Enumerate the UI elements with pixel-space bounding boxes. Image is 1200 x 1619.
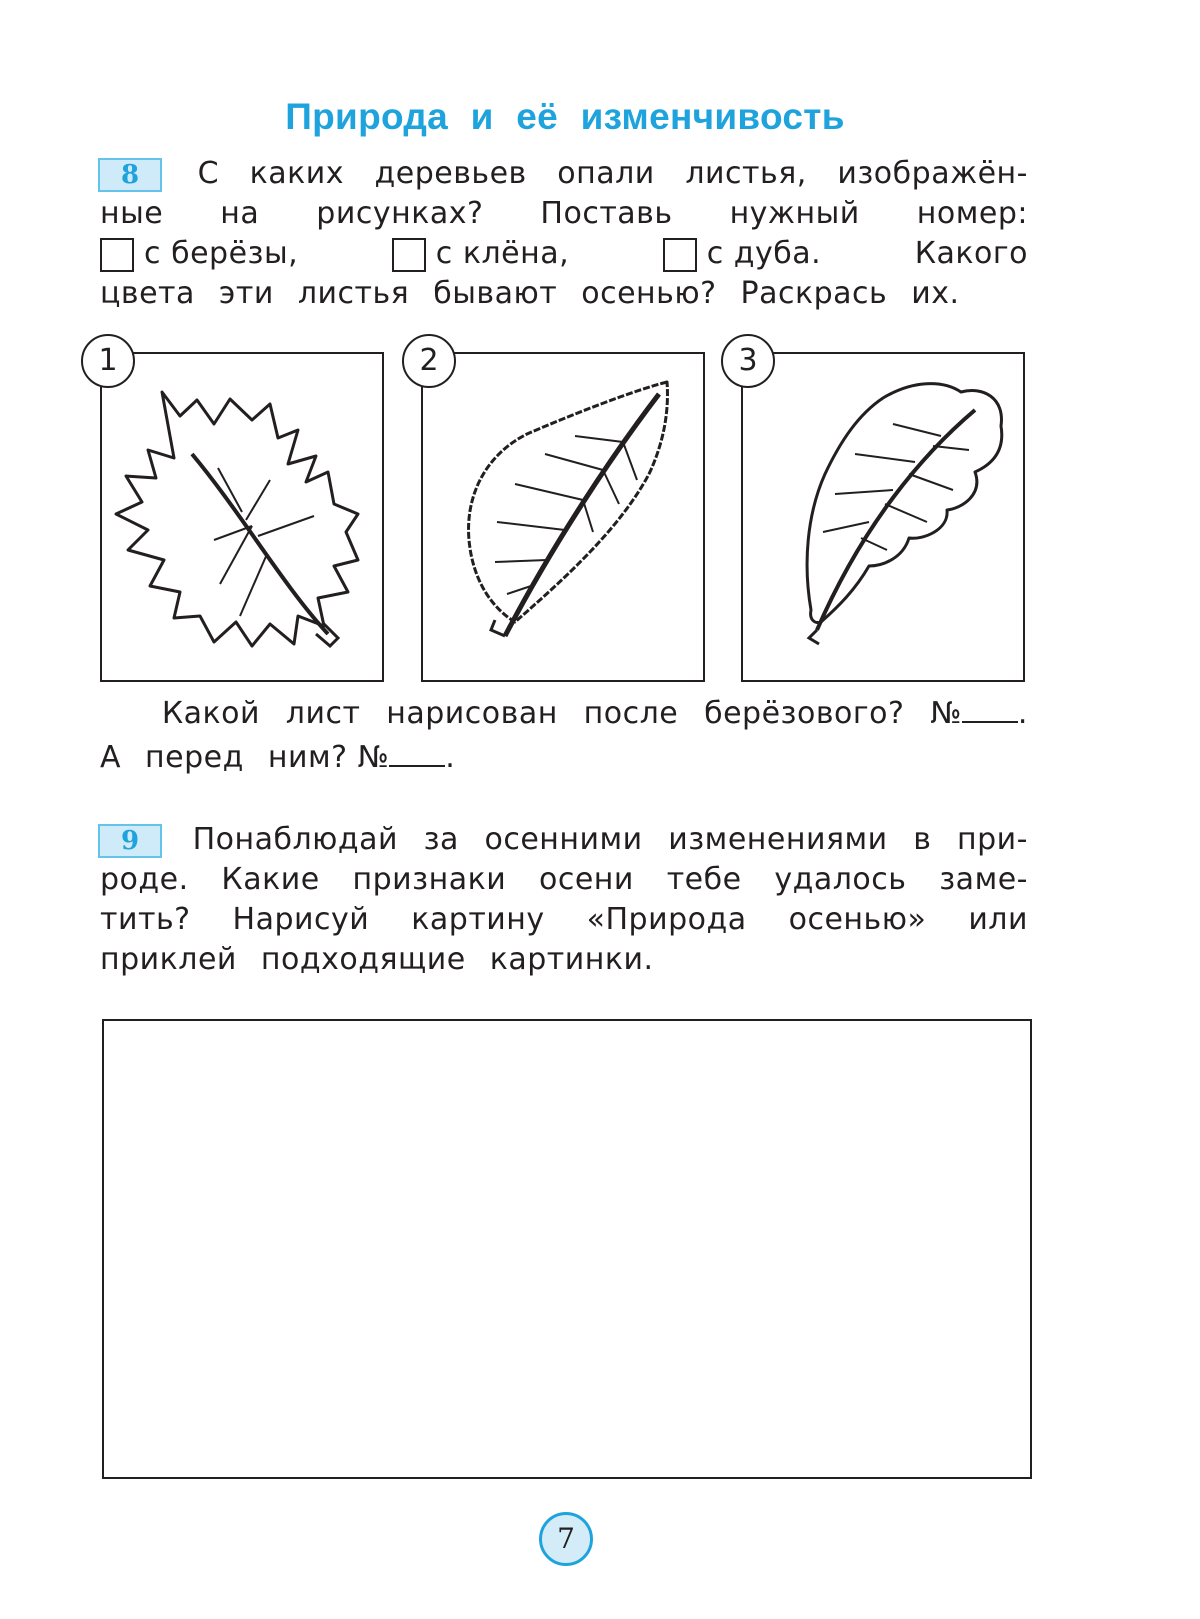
picture-3-frame [741, 352, 1025, 682]
birch-leaf-icon [423, 354, 703, 680]
page-title: Природа и её изменчивость [285, 96, 845, 137]
oak-label: с дуба. [706, 236, 822, 271]
drawing-area[interactable] [102, 1019, 1032, 1479]
page-number: 7 [539, 1512, 593, 1566]
picture-1-number: 1 [81, 334, 135, 388]
birch-answer-box[interactable] [100, 238, 134, 272]
task-9-line-2: роде. Какие признаки осени тебе удалось заме- [100, 862, 1028, 897]
picture-2-number: 2 [402, 334, 456, 388]
task-9-line-4: приклей подходящие картинки. [100, 942, 654, 977]
maple-leaf-icon [102, 354, 382, 680]
task-9-line-3: тить? Нарисуй картину «Природа осенью» или [100, 902, 1028, 937]
oak-answer-box[interactable] [663, 238, 697, 272]
birch-label: с берёзы, [144, 236, 299, 271]
question-line-2: А перед ним? № . [100, 740, 456, 775]
task-9-line-1: Понаблюдай за осенними изменениями в при- [192, 822, 1028, 857]
task-9-text [100, 820, 1028, 980]
oak-leaf-icon [743, 354, 1023, 680]
task-8-number: 8 [98, 158, 162, 192]
task-8-text [100, 154, 1028, 314]
maple-answer-box[interactable] [392, 238, 426, 272]
answer-blank-after-birch[interactable] [962, 695, 1018, 723]
picture-2-frame [421, 352, 705, 682]
task-8-line-3: с берёзы, с клёна, с дуба. Какого [100, 234, 1028, 274]
task-8-line-1: С каких деревьев опали листья, изображён- [197, 156, 1028, 191]
picture-3-number: 3 [721, 334, 775, 388]
maple-label: с клёна, [435, 236, 570, 271]
answer-blank-before-birch[interactable] [389, 739, 445, 767]
question-line-1: Какой лист нарисован после берёзового? № . [161, 696, 1028, 731]
picture-1-frame [100, 352, 384, 682]
task-9-number: 9 [98, 824, 162, 858]
task-8-question [100, 692, 1028, 782]
task-8-line-4: цвета эти листья бывают осенью? Раскрась их. [100, 276, 960, 311]
task-8-line-2: ные на рисунках? Поставь нужный номер: [100, 196, 1028, 231]
